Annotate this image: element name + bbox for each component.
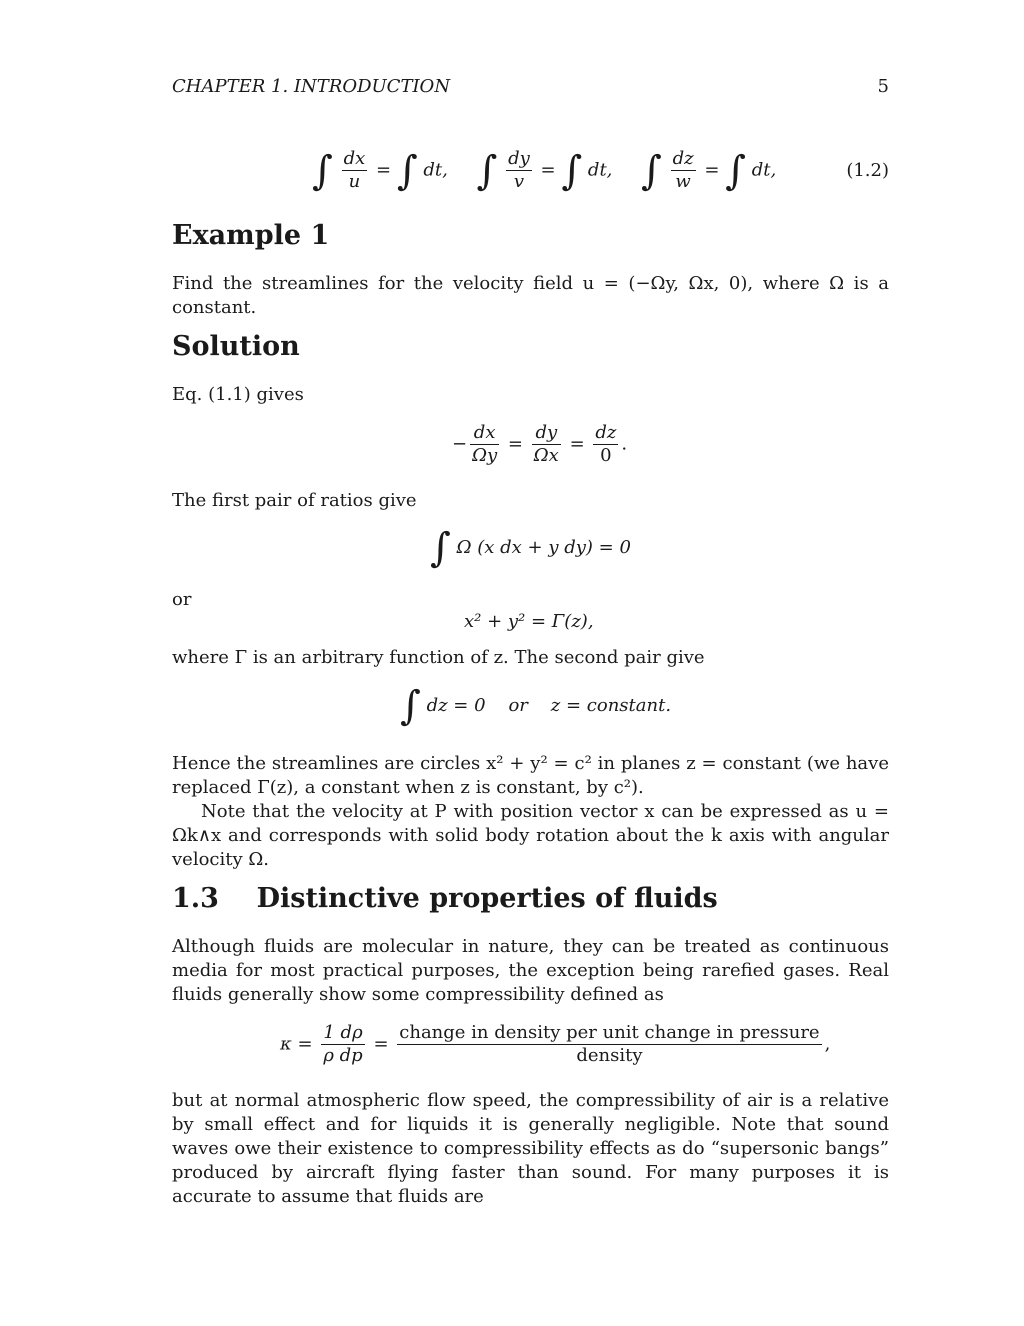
chapter-title: CHAPTER 1. INTRODUCTION <box>172 76 451 97</box>
solution-heading: Solution <box>172 331 300 362</box>
example-heading: Example 1 <box>172 220 330 251</box>
running-header <box>172 76 889 97</box>
equation-label: (1.2) <box>846 160 889 181</box>
circle-equation: x² + y² = Γ(z), <box>464 611 594 632</box>
section-heading: 1.3 Distinctive properties of fluids <box>172 883 718 914</box>
integral-equation-1: ∫ Ω (x dx + y dy) = 0 <box>430 525 631 571</box>
section-paragraph-1: Although fluids are molecular in nature, they can be treated as continuous media for most practical purposes, the exception being rarefied gases. Real fluids generally show some compressibility defined as <box>172 936 889 1005</box>
section-paragraph-2: but at normal atmospheric flow speed, the compressibility of air is a relative by small effect and for liquids it is generally negligible. Note that sound waves owe their existence to compressibility effects as do “supersonic bangs” produced by aircraft flying faster than sound. For many purposes it is accurate to assume that fluids are <box>172 1090 889 1207</box>
ratio-pair-text: The first pair of ratios give <box>172 490 417 511</box>
compressibility-equation: κ = $\frac{1 d\rho}{\text{ρ dp}}$ = $\frac{\text{change in density per unit change in pressure}}{\text{density}}$ , <box>280 1022 831 1066</box>
ratio-equation: − $\frac{dx}{\Omega y}$ = $\frac{dy}{\Omega x}$ = $\frac{dz}{0}$ . <box>452 422 628 466</box>
document-page <box>172 0 889 1326</box>
page-number: 5 <box>877 76 889 97</box>
streamlines-text: Hence the streamlines are circles x² + y² = c² in planes z = constant (we have replaced Γ(z), a constant when z is constant, by c²). <box>172 753 889 798</box>
example-text: Find the streamlines for the velocity field u = (−Ωy, Ωx, 0), where Ω is a constant. <box>172 273 889 318</box>
solution-intro: Eq. (1.1) gives <box>172 384 304 405</box>
velocity-note: Note that the velocity at P with position vector x can be expressed as u = Ωk∧x and corresponds with solid body rotation about the k axis with angular velocity Ω. <box>172 801 889 870</box>
gamma-text: where Γ is an arbitrary function of z. The second pair give <box>172 647 705 668</box>
equation-1-2: ∫ $\frac{dx}{u}$ = ∫ dt, ∫ $\frac{dy}{v}$ = ∫ dt, ∫ $\frac{dz}{w}$ = ∫ dt, <box>312 147 777 194</box>
integral-equation-2: ∫ dz = 0 or z = constant. <box>400 683 672 729</box>
or-text: or <box>172 589 192 610</box>
